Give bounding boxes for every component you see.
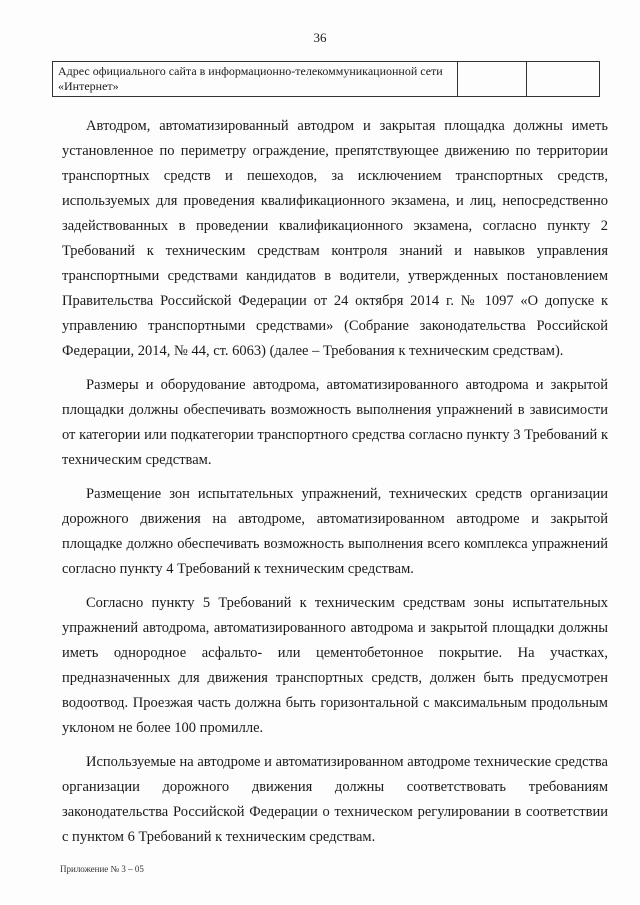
site-address-label: Адрес официального сайта в информационно-телекоммуникационной сети «Интернет»: [53, 62, 458, 97]
paragraph-traffic-means: Используемые на автодроме и автоматизированном автодроме технические средства организации дорожного движения должны соответствовать требованиям законодательства Российской Федерации о техническом регулировании в соответствии с пунктом 6 Требований к техническим средствам.: [62, 754, 608, 845]
table-row: [53, 62, 600, 97]
page-number: 36: [313, 30, 327, 45]
document-body: [62, 114, 608, 850]
paragraph-fencing: Автодром, автоматизированный автодром и закрытая площадка должны иметь установленное по периметру ограждение, препятствующее движению по территории транспортных средств и пешеходов, за исключением транспортных средств, используемых для проведения квалификационного экзамена, и лиц, непосредственно задействованных в проведении квалификационного экзамена, согласно пункту 2 Требований к техническим средствам контроля знаний и навыков управления транспортными средствами кандидатов в водители, утвержденных постановлением Правительства Российской Федерации от 24 октября 2014 г. № 1097 «О допуске к управлению транспортными средствами» (Собрание законодательства Российской Федерации, 2014, № 44, ст. 6063) (далее – Требования к техническим средствам).: [62, 118, 608, 359]
footer-note: Приложение № 3 – 05: [60, 864, 144, 874]
site-address-value-cell-2: [527, 62, 600, 97]
paragraph-zone-placement: Размещение зон испытательных упражнений, технических средств организации дорожного движения на автодроме, автоматизированном автодроме и закрытой площадке должно обеспечивать возможность выполнения всего комплекса упражнений согласно пункту 4 Требований к техническим средствам.: [62, 486, 608, 577]
site-address-value-cell-1: [458, 62, 527, 97]
site-address-table: [52, 61, 600, 97]
paragraph-surface: Согласно пункту 5 Требований к техническим средствам зоны испытательных упражнений автодрома, автоматизированного автодрома и закрытой площадки должны иметь однородное асфальто- или цементобетонное покрытие. На участках, предназначенных для движения транспортных средств, должен быть предусмотрен водоотвод. Проезжая часть должна быть горизонтальной с максимальным продольным уклоном не более 100 промилле.: [62, 595, 608, 736]
paragraph-dimensions: Размеры и оборудование автодрома, автоматизированного автодрома и закрытой площадки должны обеспечивать возможность выполнения упражнений в зависимости от категории или подкатегории транспортного средства согласно пункту 3 Требований к техническим средствам.: [62, 377, 608, 468]
